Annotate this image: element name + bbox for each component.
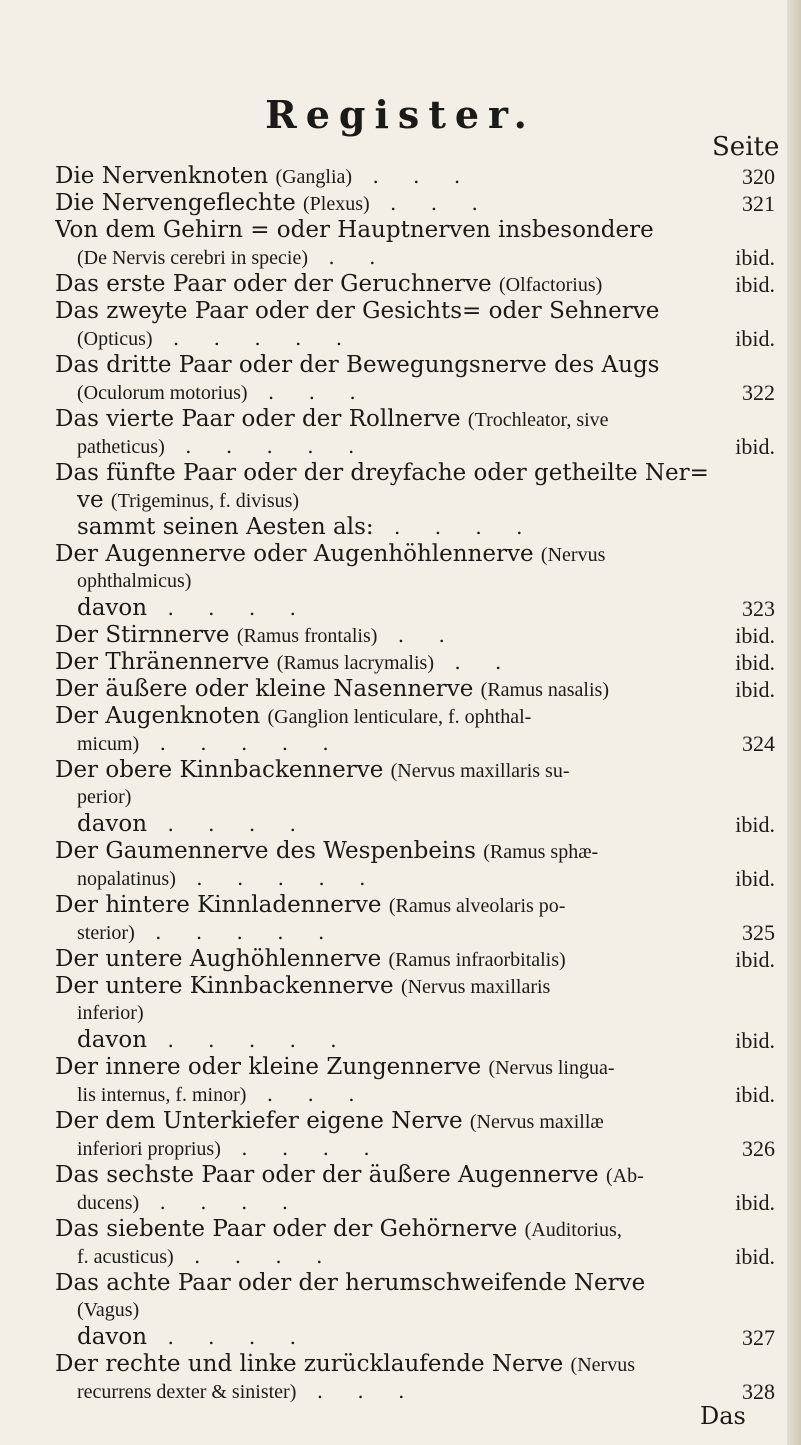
entry-latin-term: (Ganglion lenticulare, f. ophthal- [267, 706, 532, 728]
entry-text: davon [77, 811, 148, 837]
entry-line [55, 622, 775, 649]
index-entry [55, 541, 775, 622]
page-edge [787, 0, 801, 1445]
entry-line [55, 1270, 775, 1297]
entry-line [55, 865, 775, 892]
index-entry [55, 352, 775, 406]
entry-line [55, 1324, 775, 1351]
entry-line [55, 811, 775, 838]
page-number: 328 [738, 1378, 775, 1405]
entry-line [55, 1378, 775, 1405]
leader-dots: . . . . [147, 812, 310, 836]
leader-dots: . . . [352, 164, 475, 188]
index-entry [55, 622, 775, 649]
leader-dots: . . . [369, 191, 492, 215]
index-entry [55, 649, 775, 676]
page-column-label: Seite [712, 132, 780, 162]
entry-latin-term: (Trochleator, sive [467, 409, 609, 431]
page-number: ibid. [731, 325, 775, 352]
entry-latin-term: patheticus) [77, 436, 165, 458]
entry-latin-term: (Nervus [570, 1354, 635, 1376]
index-entry [55, 757, 775, 838]
page-number: ibid. [731, 244, 775, 271]
entry-text: Das vierte Paar oder der Rollnerve [55, 406, 468, 432]
index-entry [55, 703, 775, 757]
leader-dots: . . [433, 650, 516, 674]
entry-line [55, 514, 775, 541]
leader-dots: . . . [246, 1082, 369, 1106]
entry-line [55, 1054, 775, 1081]
page-number: 323 [738, 595, 775, 622]
page-number: ibid. [731, 1081, 775, 1108]
leader-dots: . . . . . [164, 434, 369, 458]
entry-latin-term: (Nervus maxillæ [469, 1111, 604, 1133]
entry-line [55, 1081, 775, 1108]
page-number: ibid. [731, 1243, 775, 1270]
index-entry [55, 946, 775, 973]
entry-line [55, 568, 775, 595]
index-entry [55, 973, 775, 1054]
page-number: ibid. [731, 946, 775, 973]
entry-line [55, 406, 775, 433]
entry-text: ve [77, 487, 111, 513]
entry-line [55, 460, 775, 487]
entry-latin-term: f. acusticus) [77, 1246, 174, 1268]
entry-line [55, 325, 775, 352]
index-entry [55, 838, 775, 892]
entry-line [55, 1189, 775, 1216]
entry-latin-term: (Nervus maxillaris su- [390, 760, 570, 782]
entry-line [55, 703, 775, 730]
page-number: ibid. [731, 649, 775, 676]
index-entry [55, 892, 775, 946]
entry-latin-term: (De Nervis cerebri in specie) [77, 247, 308, 269]
index-entries [55, 163, 775, 1405]
page-number: ibid. [731, 1027, 775, 1054]
entry-text: Das siebente Paar oder der Gehörnerve [55, 1216, 525, 1242]
page-number: ibid. [731, 433, 775, 460]
entry-text: Die Nervengeflechte [55, 190, 304, 216]
entry-line [55, 1351, 775, 1378]
entry-line [55, 595, 775, 622]
index-entry [55, 406, 775, 460]
entry-line [55, 1216, 775, 1243]
index-entry [55, 460, 775, 541]
entry-line [55, 190, 775, 217]
entry-text: Der rechte und linke zurücklaufende Nerve [55, 1351, 571, 1377]
index-entry [55, 217, 775, 271]
page-number: ibid. [731, 811, 775, 838]
leader-dots: . . . . . [134, 920, 339, 944]
entry-line [55, 838, 775, 865]
catchword: Das [700, 1402, 746, 1430]
entry-latin-term: (Ab- [605, 1165, 644, 1187]
entry-latin-term: lis internus, f. minor) [77, 1084, 247, 1106]
entry-line [55, 487, 775, 514]
entry-text: Der hintere Kinnladennerve [55, 892, 389, 918]
leader-dots: . . [377, 623, 459, 647]
leader-dots: . . [308, 245, 390, 269]
entry-text: Der äußere oder kleine Nasennerve [55, 676, 481, 702]
entry-line [55, 271, 775, 298]
entry-latin-term: (Ganglia) [275, 166, 353, 188]
entry-text: Der Augennerve oder Augenhöhlennerve [55, 541, 541, 567]
entry-line [55, 541, 775, 568]
entry-line [55, 433, 775, 460]
entry-line [55, 757, 775, 784]
entry-latin-term: micum) [77, 733, 140, 755]
index-entry [55, 1054, 775, 1108]
entry-latin-term: (Nervus lingua- [488, 1057, 615, 1079]
leader-dots: . . . . [373, 515, 537, 539]
entry-latin-term: (Ramus alveolaris po- [388, 895, 566, 917]
index-entry [55, 271, 775, 298]
page-number: 324 [738, 730, 775, 757]
entry-text: davon [77, 1324, 148, 1350]
page-number: ibid. [731, 865, 775, 892]
entry-latin-term: (Nervus [540, 544, 606, 566]
entry-latin-term: (Opticus) [77, 328, 153, 350]
entry-text: Das fünfte Paar oder der dreyfache oder getheilte Ner= [55, 460, 709, 486]
entry-line [55, 379, 775, 406]
index-entry [55, 1108, 775, 1162]
entry-latin-term: nopalatinus) [77, 868, 176, 890]
entry-latin-term: ducens) [77, 1192, 140, 1214]
page-number: 326 [738, 1135, 775, 1162]
entry-line [55, 217, 775, 244]
entry-text: Von dem Gehirn = oder Hauptnerven insbesondere [55, 217, 654, 243]
leader-dots: . . . . [139, 1190, 303, 1214]
entry-latin-term: perior) [77, 786, 132, 808]
entry-text: Der Augenknoten [55, 703, 268, 729]
entry-latin-term: (Ramus lacrymalis) [276, 652, 434, 674]
page-number: ibid. [731, 1189, 775, 1216]
entry-line [55, 919, 775, 946]
entry-line [55, 784, 775, 811]
index-entry [55, 298, 775, 352]
entry-line [55, 1162, 775, 1189]
entry-latin-term: recurrens dexter & sinister) [77, 1381, 297, 1403]
entry-latin-term: (Trigeminus, f. divisus) [110, 490, 300, 512]
page-number: 322 [738, 379, 775, 406]
entry-latin-term: (Plexus) [303, 193, 370, 215]
index-entry [55, 163, 775, 190]
entry-latin-term: (Olfactorius) [498, 274, 603, 296]
entry-latin-term: (Oculorum motorius) [77, 382, 248, 404]
entry-text: Das erste Paar oder der Geruchnerve [55, 271, 499, 297]
entry-text: Der Thränennerve [55, 649, 277, 675]
entry-line [55, 298, 775, 325]
entry-text: Der Stirnnerve [55, 622, 237, 648]
leader-dots: . . . . . [175, 866, 380, 890]
entry-line [55, 244, 775, 271]
entry-text: Die Nervenknoten [55, 163, 276, 189]
page-number: ibid. [731, 676, 775, 703]
leader-dots: . . . [296, 1379, 419, 1403]
entry-latin-term: inferiori proprius) [77, 1138, 221, 1160]
entry-latin-term: ophthalmicus) [77, 570, 192, 592]
entry-line [55, 1135, 775, 1162]
entry-line [55, 676, 775, 703]
entry-line [55, 649, 775, 676]
leader-dots: . . . . [147, 596, 310, 620]
page-number: ibid. [731, 271, 775, 298]
page-title: Register. [265, 92, 536, 137]
entry-line [55, 1000, 775, 1027]
entry-text: Der untere Kinnbackennerve [55, 973, 401, 999]
entry-latin-term: inferior) [77, 1002, 144, 1024]
entry-line [55, 1108, 775, 1135]
entry-latin-term: (Ramus infraorbitalis) [388, 949, 566, 971]
entry-text: Der untere Aughöhlennerve [55, 946, 389, 972]
index-entry [55, 1270, 775, 1351]
index-entry [55, 676, 775, 703]
leader-dots: . . . [247, 380, 370, 404]
entry-latin-term: (Ramus nasalis) [480, 679, 609, 701]
entry-latin-term: (Ramus sphæ- [483, 841, 599, 863]
entry-text: Das achte Paar oder der herumschweifende Nerve [55, 1270, 646, 1296]
leader-dots: . . . . . [152, 326, 357, 350]
entry-latin-term: (Ramus frontalis) [236, 625, 378, 647]
entry-latin-term: sterior) [77, 922, 135, 944]
entry-text: Der innere oder kleine Zungennerve [55, 1054, 489, 1080]
entry-line [55, 163, 775, 190]
entry-line [55, 730, 775, 757]
leader-dots: . . . . [220, 1136, 384, 1160]
entry-text: Der Gaumennerve des Wespenbeins [55, 838, 484, 864]
leader-dots: . . . . . [147, 1028, 351, 1052]
entry-text: Das dritte Paar oder der Bewegungsnerve des Augs [55, 352, 660, 378]
entry-text: sammt seinen Aesten als: [77, 514, 374, 540]
index-entry [55, 1216, 775, 1270]
page-number: ibid. [731, 622, 775, 649]
entry-line [55, 946, 775, 973]
entry-text: Das zweyte Paar oder der Gesichts= oder Sehnerve [55, 298, 660, 324]
page-number: 325 [738, 919, 775, 946]
entry-line [55, 1243, 775, 1270]
leader-dots: . . . . . [139, 731, 343, 755]
entry-text: Der obere Kinnbackennerve [55, 757, 391, 783]
entry-text: davon [77, 595, 148, 621]
leader-dots: . . . . [147, 1325, 310, 1349]
entry-text: Das sechste Paar oder der äußere Augennerve [55, 1162, 606, 1188]
page-number: 327 [738, 1324, 775, 1351]
entry-latin-term: (Nervus maxillaris [400, 976, 551, 998]
entry-text: davon [77, 1027, 148, 1053]
index-entry [55, 1162, 775, 1216]
entry-line [55, 352, 775, 379]
entry-line [55, 1297, 775, 1324]
page-number: 321 [738, 190, 775, 217]
entry-line [55, 1027, 775, 1054]
entry-line [55, 892, 775, 919]
index-entry [55, 1351, 775, 1405]
index-entry [55, 190, 775, 217]
leader-dots: . . . . [173, 1244, 337, 1268]
entry-latin-term: (Auditorius, [524, 1219, 622, 1241]
entry-latin-term: (Vagus) [77, 1299, 140, 1321]
entry-line [55, 973, 775, 1000]
page-number: 320 [738, 163, 775, 190]
entry-text: Der dem Unterkiefer eigene Nerve [55, 1108, 470, 1134]
